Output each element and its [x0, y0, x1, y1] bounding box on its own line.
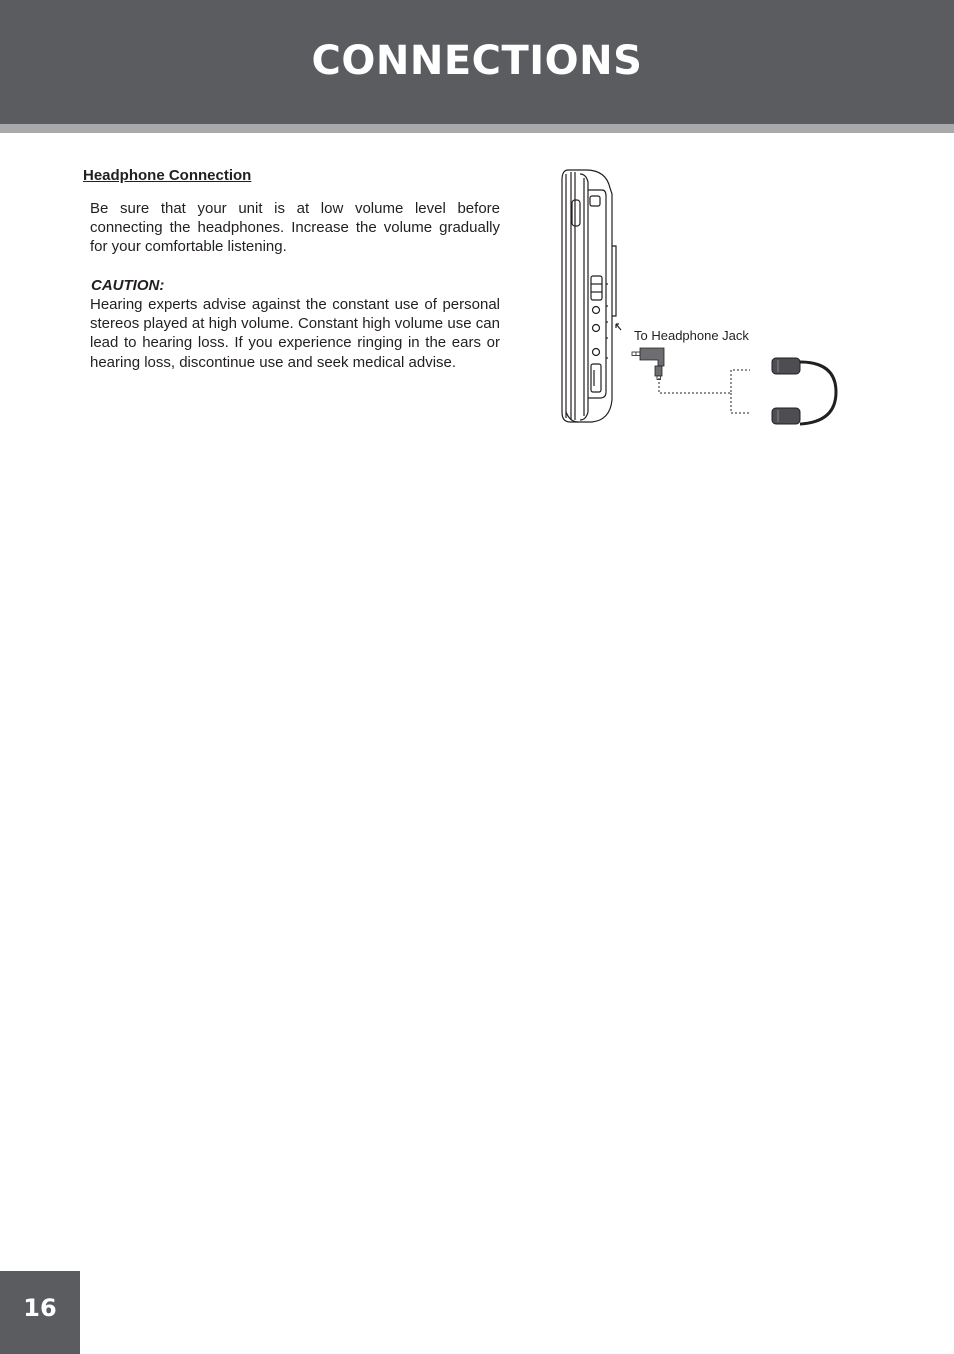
headphone-plug-icon	[632, 348, 664, 380]
headphone-connection-figure	[556, 166, 846, 428]
header-stripe	[0, 124, 954, 133]
headphone-cable	[659, 370, 750, 413]
caution-paragraph: Hearing experts advise against the constant use of personal stereos played at high volume. Constant high volume use can lead to hearing loss. If you experience ringing in the ears or hearing loss, discontinue use and seek medical advise.	[90, 296, 500, 371]
intro-paragraph: Be sure that your unit is at low volume level before connecting the headphones. Increase the volume gradually for your comfortable listening.	[90, 200, 500, 256]
page-title: CONNECTIONS	[311, 38, 643, 84]
headphones-icon	[772, 358, 836, 424]
player-side-view-illustration	[562, 170, 621, 422]
page-number: 16	[23, 1294, 57, 1322]
figure-caption: To Headphone Jack	[634, 328, 749, 343]
caution-label: CAUTION:	[91, 277, 165, 294]
section-heading: Headphone Connection	[83, 167, 252, 184]
